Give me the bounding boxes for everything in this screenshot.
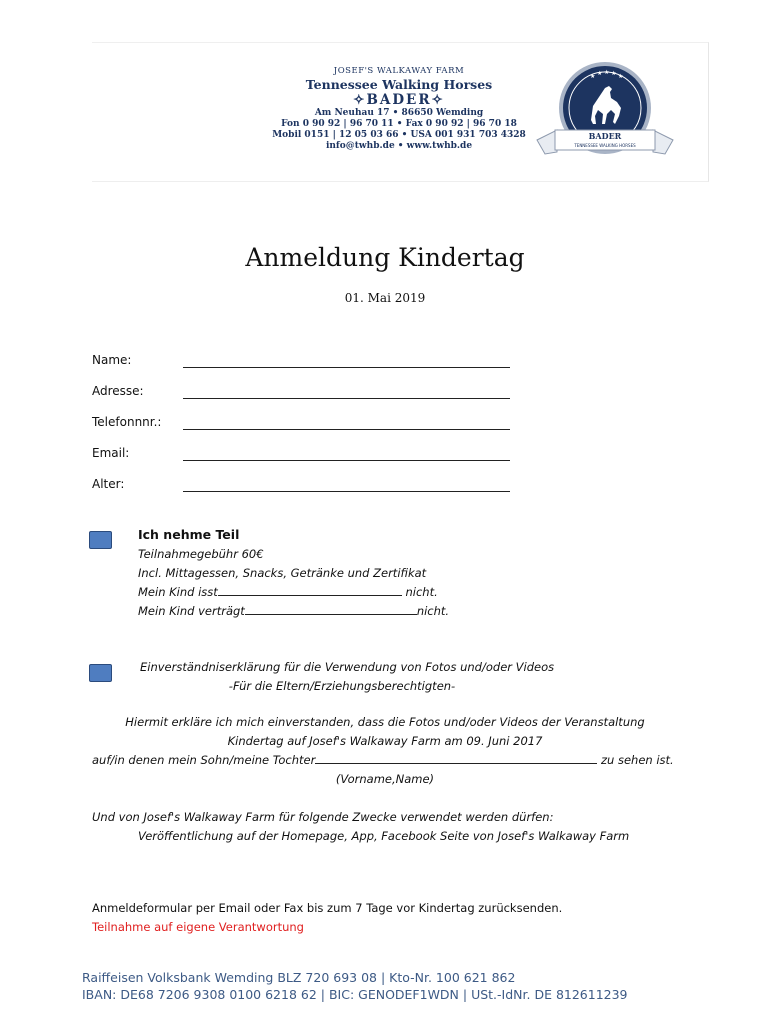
letterhead-text xyxy=(272,66,526,152)
bader-name: ✧BADER✧ xyxy=(353,92,445,108)
consent-line-3: auf/in denen mein Sohn/meine Tochter zu sehen ist. xyxy=(92,753,674,767)
svg-text:★: ★ xyxy=(590,73,596,80)
breed-name: Tennessee Walking Horses xyxy=(305,77,493,92)
participate-heading: Ich nehme Teil xyxy=(138,527,240,542)
eats-line: Mein Kind isst nicht. xyxy=(138,585,438,599)
purpose-line-1: Und von Josef's Walkaway Farm für folgende Zwecke verwendet werden dürfen: xyxy=(92,810,554,824)
bank-line-1: Raiffeisen Volksbank Wemding BLZ 720 693 08 | Kto-Nr. 100 621 862 xyxy=(82,970,516,985)
svg-text:★: ★ xyxy=(611,70,617,77)
tolerates-blank[interactable] xyxy=(245,604,417,615)
field-line-age[interactable] xyxy=(183,490,510,492)
field-label-phone: Telefonnnr.: xyxy=(92,415,162,429)
consent-heading: Einverständniserklärung für die Verwendung von Fotos und/oder Videos xyxy=(140,660,555,674)
risk-note: Teilnahme auf eigene Verantwortung xyxy=(92,920,304,934)
field-line-email[interactable] xyxy=(183,459,510,461)
seal-name: BADER xyxy=(588,131,622,141)
field-label-address: Adresse: xyxy=(92,384,144,398)
address-line: Am Neuhau 17 • 86650 Wemding xyxy=(314,108,484,118)
field-label-name: Name: xyxy=(92,353,132,367)
web-line: info@twhb.de • www.twhb.de xyxy=(325,141,473,151)
mobile-line: Mobil 0151 | 12 05 03 66 • USA 001 931 703 4328 xyxy=(272,130,526,140)
purpose-line-2: Veröffentlichung auf der Homepage, App, Facebook Seite von Josef's Walkaway Farm xyxy=(138,829,630,843)
event-date: 01. Mai 2019 xyxy=(344,291,426,305)
seal-sub: TENNESSEE WALKING HORSES xyxy=(574,143,636,148)
consent-line-1: Hiermit erkläre ich mich einverstanden, dass die Fotos und/oder Videos der Veranstaltung xyxy=(125,715,645,729)
horse-seal-logo xyxy=(535,58,675,168)
svg-text:★: ★ xyxy=(604,69,610,76)
field-label-email: Email: xyxy=(92,446,130,460)
svg-text:★: ★ xyxy=(597,70,603,77)
eats-blank[interactable] xyxy=(218,585,402,596)
participate-includes: Incl. Mittagessen, Snacks, Getränke und Zertifikat xyxy=(138,566,427,580)
form-title: Anmeldung Kindertag xyxy=(245,243,525,272)
participate-fee: Teilnahmegebühr 60€ xyxy=(138,547,264,561)
farm-name: JOSEF'S WALKAWAY FARM xyxy=(333,66,465,76)
participate-checkbox[interactable] xyxy=(89,531,112,549)
send-instructions: Anmeldeformular per Email oder Fax bis zum 7 Tage vor Kindertag zurücksenden. xyxy=(92,901,563,915)
consent-sub: -Für die Eltern/Erziehungsberechtigten- xyxy=(228,679,456,693)
bank-line-2: IBAN: DE68 7206 9308 0100 6218 62 | BIC: GENODEF1WDN | USt.-IdNr. DE 812611239 xyxy=(82,987,628,1002)
consent-line-4: (Vorname,Name) xyxy=(335,772,435,786)
field-line-phone[interactable] xyxy=(183,428,510,430)
field-label-age: Alter: xyxy=(92,477,125,491)
child-name-blank[interactable] xyxy=(315,753,597,764)
svg-text:★: ★ xyxy=(618,73,624,80)
tolerates-line: Mein Kind verträgt nicht. xyxy=(138,604,450,618)
phone-line: Fon 0 90 92 | 96 70 11 • Fax 0 90 92 | 96 70 18 xyxy=(281,119,517,129)
field-line-address[interactable] xyxy=(183,397,510,399)
consent-line-2: Kindertag auf Josef's Walkaway Farm am 09. Juni 2017 xyxy=(227,734,543,748)
field-line-name[interactable] xyxy=(183,366,510,368)
